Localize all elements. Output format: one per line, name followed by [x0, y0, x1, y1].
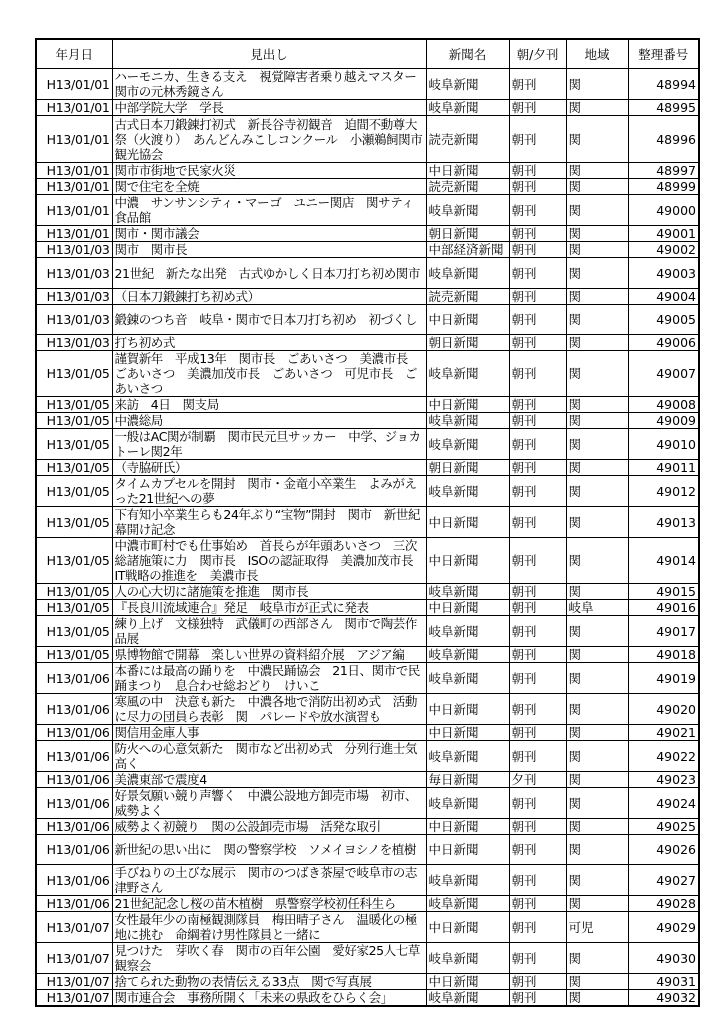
date-cell: H13/01/05	[36, 476, 112, 507]
region-cell: 関	[566, 772, 628, 788]
table-row	[36, 195, 699, 226]
newspaper-cell: 毎日新聞	[426, 772, 509, 788]
header-date: 年月日	[36, 39, 112, 69]
headline-cell: 中部学院大学 学長	[112, 100, 426, 116]
headline-cell: 鍛錬のつち音 岐阜・関市で日本刀打ち初め 初づくし	[112, 305, 426, 335]
table-row	[36, 460, 699, 476]
table-row	[36, 896, 699, 912]
headline-cell: 寒風の中 決意も新た 中濃各地で消防出初め式 活動に尽力の団員ら表彰 関 パレードや放水演習も	[112, 694, 426, 725]
date-cell: H13/01/01	[36, 163, 112, 179]
table-row	[36, 116, 699, 163]
newspaper-cell: 岐阜新聞	[426, 584, 509, 600]
id-number-cell: 49015	[628, 584, 699, 600]
table-row	[36, 163, 699, 179]
id-number-cell: 49016	[628, 600, 699, 616]
date-cell: H13/01/05	[36, 351, 112, 397]
edition-cell: 朝刊	[509, 725, 566, 741]
header-row	[36, 39, 699, 69]
region-cell: 関	[566, 179, 628, 195]
region-cell: 関	[566, 397, 628, 413]
newspaper-cell: 中日新聞	[426, 600, 509, 616]
headline-cell: 見つけた 芽吹く春 関市の百年公園 愛好家25人七草観察会	[112, 943, 426, 974]
newspaper-cell: 読売新聞	[426, 179, 509, 195]
edition-cell: 朝刊	[509, 943, 566, 974]
id-number-cell: 48995	[628, 100, 699, 116]
region-cell: 関	[566, 819, 628, 835]
table-row	[36, 663, 699, 694]
newspaper-cell: 岐阜新聞	[426, 647, 509, 663]
date-cell: H13/01/07	[36, 974, 112, 990]
id-number-cell: 49014	[628, 538, 699, 584]
date-cell: H13/01/06	[36, 865, 112, 896]
table-body	[36, 69, 699, 1007]
newspaper-cell: 岐阜新聞	[426, 100, 509, 116]
table-row	[36, 69, 699, 100]
date-cell: H13/01/05	[36, 413, 112, 429]
headline-cell: 『長良川流域連合』発足 岐阜市が正式に発表	[112, 600, 426, 616]
id-number-cell: 49008	[628, 397, 699, 413]
region-cell: 岐阜	[566, 600, 628, 616]
edition-cell: 朝刊	[509, 226, 566, 242]
edition-cell: 朝刊	[509, 694, 566, 725]
date-cell: H13/01/05	[36, 507, 112, 538]
newspaper-cell: 岐阜新聞	[426, 429, 509, 460]
region-cell: 関	[566, 226, 628, 242]
id-number-cell: 49024	[628, 788, 699, 819]
header-headline: 見出し	[112, 39, 426, 69]
edition-cell: 朝刊	[509, 507, 566, 538]
region-cell: 関	[566, 584, 628, 600]
date-cell: H13/01/06	[36, 741, 112, 772]
edition-cell: 朝刊	[509, 305, 566, 335]
date-cell: H13/01/07	[36, 912, 112, 943]
table-row	[36, 335, 699, 351]
edition-cell: 夕刊	[509, 772, 566, 788]
headline-cell: 関市・関市議会	[112, 226, 426, 242]
headline-cell: 中濃 サンサンシティ・マーゴ ユニー関店 関サティ食品館	[112, 195, 426, 226]
region-cell: 関	[566, 694, 628, 725]
table-row	[36, 397, 699, 413]
newspaper-cell: 岐阜新聞	[426, 943, 509, 974]
edition-cell: 朝刊	[509, 896, 566, 912]
headline-cell: 関市 関市長	[112, 242, 426, 258]
date-cell: H13/01/01	[36, 195, 112, 226]
region-cell: 関	[566, 413, 628, 429]
region-cell: 関	[566, 647, 628, 663]
date-cell: H13/01/03	[36, 305, 112, 335]
region-cell: 関	[566, 351, 628, 397]
newspaper-cell: 朝日新聞	[426, 460, 509, 476]
headline-cell: （寺脇研氏）	[112, 460, 426, 476]
region-cell: 関	[566, 305, 628, 335]
newspaper-cell: 岐阜新聞	[426, 788, 509, 819]
region-cell: 関	[566, 865, 628, 896]
id-number-cell: 49027	[628, 865, 699, 896]
date-cell: H13/01/06	[36, 694, 112, 725]
headline-cell: 新世紀の思い出に 関の警察学校 ソメイヨシノを植樹	[112, 835, 426, 865]
table-row	[36, 990, 699, 1007]
id-number-cell: 49023	[628, 772, 699, 788]
table-row	[36, 584, 699, 600]
id-number-cell: 49010	[628, 429, 699, 460]
date-cell: H13/01/03	[36, 289, 112, 305]
table-row	[36, 943, 699, 974]
edition-cell: 朝刊	[509, 335, 566, 351]
edition-cell: 朝刊	[509, 116, 566, 163]
edition-cell: 朝刊	[509, 351, 566, 397]
newspaper-cell: 中日新聞	[426, 725, 509, 741]
edition-cell: 朝刊	[509, 413, 566, 429]
region-cell: 関	[566, 943, 628, 974]
headline-cell: 一般はAC関が制覇 関市民元旦サッカー 中学、ジョカトーレ関2年	[112, 429, 426, 460]
date-cell: H13/01/01	[36, 179, 112, 195]
edition-cell: 朝刊	[509, 912, 566, 943]
table-row	[36, 788, 699, 819]
newspaper-cell: 中日新聞	[426, 819, 509, 835]
id-number-cell: 49004	[628, 289, 699, 305]
edition-cell: 朝刊	[509, 835, 566, 865]
region-cell: 関	[566, 741, 628, 772]
edition-cell: 朝刊	[509, 460, 566, 476]
headline-cell: 好景気願い競り声響く 中濃公設地方卸売市場 初市、威勢よく	[112, 788, 426, 819]
id-number-cell: 49018	[628, 647, 699, 663]
region-cell: 関	[566, 100, 628, 116]
header-edition: 朝/夕刊	[509, 39, 566, 69]
headline-cell: タイムカプセルを開封 関市・金竜小卒業生 よみがえった21世紀への夢	[112, 476, 426, 507]
edition-cell: 朝刊	[509, 69, 566, 100]
table-row	[36, 100, 699, 116]
headline-cell: 威勢よく初競り 関の公設卸売市場 活発な取引	[112, 819, 426, 835]
edition-cell: 朝刊	[509, 258, 566, 289]
id-number-cell: 49019	[628, 663, 699, 694]
region-cell: 関	[566, 974, 628, 990]
headline-cell: 美濃東部で震度4	[112, 772, 426, 788]
headline-cell: 下有知小卒業生らも24年ぶり“宝物”開封 関市 新世紀幕開け記念	[112, 507, 426, 538]
id-number-cell: 49030	[628, 943, 699, 974]
date-cell: H13/01/03	[36, 242, 112, 258]
newspaper-cell: 岐阜新聞	[426, 413, 509, 429]
id-number-cell: 49025	[628, 819, 699, 835]
date-cell: H13/01/03	[36, 258, 112, 289]
id-number-cell: 49005	[628, 305, 699, 335]
region-cell: 関	[566, 242, 628, 258]
id-number-cell: 49002	[628, 242, 699, 258]
id-number-cell: 48994	[628, 69, 699, 100]
table-row	[36, 179, 699, 195]
region-cell: 関	[566, 195, 628, 226]
table-row	[36, 741, 699, 772]
edition-cell: 朝刊	[509, 163, 566, 179]
date-cell: H13/01/05	[36, 584, 112, 600]
header-id-number: 整理番号	[628, 39, 699, 69]
newspaper-cell: 岐阜新聞	[426, 351, 509, 397]
table-row	[36, 226, 699, 242]
id-number-cell: 49031	[628, 974, 699, 990]
date-cell: H13/01/06	[36, 663, 112, 694]
region-cell: 関	[566, 289, 628, 305]
date-cell: H13/01/01	[36, 100, 112, 116]
region-cell: 関	[566, 335, 628, 351]
edition-cell: 朝刊	[509, 974, 566, 990]
table-row	[36, 476, 699, 507]
newspaper-cell: 岐阜新聞	[426, 69, 509, 100]
headline-cell: 手びねりの土びな展示 関市のつばき茶屋で岐阜市の志津野さん	[112, 865, 426, 896]
id-number-cell: 49028	[628, 896, 699, 912]
article-index-table	[35, 38, 700, 1007]
date-cell: H13/01/05	[36, 397, 112, 413]
date-cell: H13/01/01	[36, 226, 112, 242]
region-cell: 関	[566, 429, 628, 460]
headline-cell: 人の心大切に諸施策を推進 関市長	[112, 584, 426, 600]
id-number-cell: 49007	[628, 351, 699, 397]
id-number-cell: 49011	[628, 460, 699, 476]
region-cell: 関	[566, 538, 628, 584]
newspaper-cell: 岐阜新聞	[426, 258, 509, 289]
region-cell: 関	[566, 725, 628, 741]
id-number-cell: 48996	[628, 116, 699, 163]
table-row	[36, 429, 699, 460]
date-cell: H13/01/05	[36, 616, 112, 647]
edition-cell: 朝刊	[509, 242, 566, 258]
id-number-cell: 48999	[628, 179, 699, 195]
table-row	[36, 974, 699, 990]
headline-cell: ハーモニカ、生きる支え 視覚障害者乗り越えマスター関市の元林秀鏡さん	[112, 69, 426, 100]
edition-cell: 朝刊	[509, 476, 566, 507]
id-number-cell: 49029	[628, 912, 699, 943]
headline-cell: 来訪 4日 関支局	[112, 397, 426, 413]
edition-cell: 朝刊	[509, 663, 566, 694]
id-number-cell: 49021	[628, 725, 699, 741]
date-cell: H13/01/05	[36, 429, 112, 460]
headline-cell: 21世紀 新たな出発 古式ゆかしく日本刀打ち初め関市	[112, 258, 426, 289]
edition-cell: 朝刊	[509, 788, 566, 819]
date-cell: H13/01/07	[36, 990, 112, 1007]
table-row	[36, 242, 699, 258]
table-row	[36, 616, 699, 647]
headline-cell: 女性最年少の南極観測隊員 梅田晴子さん 温暖化の極地に挑む 命綱着け男性隊員と一緒に	[112, 912, 426, 943]
edition-cell: 朝刊	[509, 429, 566, 460]
table-row	[36, 538, 699, 584]
newspaper-cell: 岐阜新聞	[426, 896, 509, 912]
newspaper-cell: 中日新聞	[426, 397, 509, 413]
region-cell: 関	[566, 616, 628, 647]
newspaper-cell: 中日新聞	[426, 974, 509, 990]
headline-cell: 捨てられた動物の表情伝える33点 関で写真展	[112, 974, 426, 990]
headline-cell: 中濃市町村でも仕事始め 首長らが年頭あいさつ 三次総諸施策に力 関市長 ISOの認証取得 美濃加茂市長 IT戦略の推進を 美濃市長	[112, 538, 426, 584]
newspaper-cell: 岐阜新聞	[426, 195, 509, 226]
edition-cell: 朝刊	[509, 741, 566, 772]
id-number-cell: 49003	[628, 258, 699, 289]
headline-cell: 21世紀記念し桜の苗木植樹 県警察学校初任科生ら	[112, 896, 426, 912]
edition-cell: 朝刊	[509, 647, 566, 663]
headline-cell: 中濃総局	[112, 413, 426, 429]
newspaper-cell: 岐阜新聞	[426, 990, 509, 1007]
newspaper-cell: 岐阜新聞	[426, 476, 509, 507]
headline-cell: 関市連合会 事務所開く「未来の県政をひらく会」	[112, 990, 426, 1007]
id-number-cell: 49009	[628, 413, 699, 429]
date-cell: H13/01/05	[36, 600, 112, 616]
id-number-cell: 49001	[628, 226, 699, 242]
table-row	[36, 507, 699, 538]
date-cell: H13/01/05	[36, 460, 112, 476]
id-number-cell: 49013	[628, 507, 699, 538]
newspaper-cell: 岐阜新聞	[426, 616, 509, 647]
headline-cell: 関信用金庫人事	[112, 725, 426, 741]
table-row	[36, 725, 699, 741]
region-cell: 関	[566, 163, 628, 179]
region-cell: 関	[566, 258, 628, 289]
table-row	[36, 835, 699, 865]
table-row	[36, 305, 699, 335]
newspaper-cell: 中日新聞	[426, 163, 509, 179]
table-row	[36, 351, 699, 397]
date-cell: H13/01/01	[36, 69, 112, 100]
date-cell: H13/01/06	[36, 835, 112, 865]
edition-cell: 朝刊	[509, 397, 566, 413]
headline-cell: 打ち初め式	[112, 335, 426, 351]
newspaper-cell: 朝日新聞	[426, 335, 509, 351]
headline-cell: 関で住宅を全焼	[112, 179, 426, 195]
region-cell: 関	[566, 460, 628, 476]
headline-cell: 県博物館で開幕 楽しい世界の資料紹介展 アジア編	[112, 647, 426, 663]
date-cell: H13/01/06	[36, 772, 112, 788]
edition-cell: 朝刊	[509, 289, 566, 305]
date-cell: H13/01/07	[36, 943, 112, 974]
date-cell: H13/01/05	[36, 647, 112, 663]
table-row	[36, 413, 699, 429]
newspaper-cell: 中日新聞	[426, 694, 509, 725]
headline-cell: 練り上げ 文様独特 武儀町の西部さん 関市で陶芸作品展	[112, 616, 426, 647]
id-number-cell: 49032	[628, 990, 699, 1007]
edition-cell: 朝刊	[509, 538, 566, 584]
newspaper-cell: 岐阜新聞	[426, 663, 509, 694]
date-cell: H13/01/06	[36, 896, 112, 912]
newspaper-cell: 中日新聞	[426, 507, 509, 538]
table-row	[36, 819, 699, 835]
edition-cell: 朝刊	[509, 819, 566, 835]
newspaper-cell: 中日新聞	[426, 912, 509, 943]
id-number-cell: 49022	[628, 741, 699, 772]
newspaper-cell: 中部経済新聞	[426, 242, 509, 258]
edition-cell: 朝刊	[509, 990, 566, 1007]
newspaper-cell: 読売新聞	[426, 116, 509, 163]
id-number-cell: 49026	[628, 835, 699, 865]
edition-cell: 朝刊	[509, 100, 566, 116]
headline-cell: 関市市街地で民家火災	[112, 163, 426, 179]
date-cell: H13/01/06	[36, 788, 112, 819]
table-row	[36, 258, 699, 289]
newspaper-cell: 岐阜新聞	[426, 741, 509, 772]
region-cell: 可児	[566, 912, 628, 943]
table-row	[36, 912, 699, 943]
region-cell: 関	[566, 990, 628, 1007]
region-cell: 関	[566, 788, 628, 819]
region-cell: 関	[566, 116, 628, 163]
newspaper-cell: 岐阜新聞	[426, 865, 509, 896]
edition-cell: 朝刊	[509, 584, 566, 600]
region-cell: 関	[566, 896, 628, 912]
id-number-cell: 49017	[628, 616, 699, 647]
table-row	[36, 600, 699, 616]
table-row	[36, 772, 699, 788]
table-row	[36, 865, 699, 896]
region-cell: 関	[566, 69, 628, 100]
date-cell: H13/01/06	[36, 819, 112, 835]
headline-cell: 古式日本刀鍛錬打初式 新長谷寺初観音 迫間不動尊大祭（火渡り） あんどんみこしコンクール 小瀬鵜飼関市観光協会	[112, 116, 426, 163]
edition-cell: 朝刊	[509, 179, 566, 195]
edition-cell: 朝刊	[509, 865, 566, 896]
header-region: 地域	[566, 39, 628, 69]
table-row	[36, 647, 699, 663]
date-cell: H13/01/03	[36, 335, 112, 351]
edition-cell: 朝刊	[509, 616, 566, 647]
region-cell: 関	[566, 507, 628, 538]
edition-cell: 朝刊	[509, 600, 566, 616]
region-cell: 関	[566, 476, 628, 507]
newspaper-cell: 読売新聞	[426, 289, 509, 305]
id-number-cell: 49006	[628, 335, 699, 351]
edition-cell: 朝刊	[509, 195, 566, 226]
newspaper-cell: 中日新聞	[426, 835, 509, 865]
date-cell: H13/01/01	[36, 116, 112, 163]
id-number-cell: 48997	[628, 163, 699, 179]
headline-cell: 本番には最高の踊りを 中濃民踊協会 21日、関市で民踊まつり 息合わせ総おどり けいこ	[112, 663, 426, 694]
id-number-cell: 49020	[628, 694, 699, 725]
newspaper-cell: 中日新聞	[426, 538, 509, 584]
date-cell: H13/01/05	[36, 538, 112, 584]
table-row	[36, 694, 699, 725]
header-newspaper: 新聞名	[426, 39, 509, 69]
id-number-cell: 49000	[628, 195, 699, 226]
newspaper-cell: 中日新聞	[426, 305, 509, 335]
headline-cell: （日本刀鍛錬打ち初め式）	[112, 289, 426, 305]
table-row	[36, 289, 699, 305]
region-cell: 関	[566, 663, 628, 694]
date-cell: H13/01/06	[36, 725, 112, 741]
headline-cell: 防火への心意気新た 関市など出初め式 分列行進士気高く	[112, 741, 426, 772]
newspaper-cell: 朝日新聞	[426, 226, 509, 242]
id-number-cell: 49012	[628, 476, 699, 507]
region-cell: 関	[566, 835, 628, 865]
headline-cell: 謹賀新年 平成13年 関市長 ごあいさつ 美濃市長 ごあいさつ 美濃加茂市長 ごあいさつ 可児市長 ごあいさつ	[112, 351, 426, 397]
